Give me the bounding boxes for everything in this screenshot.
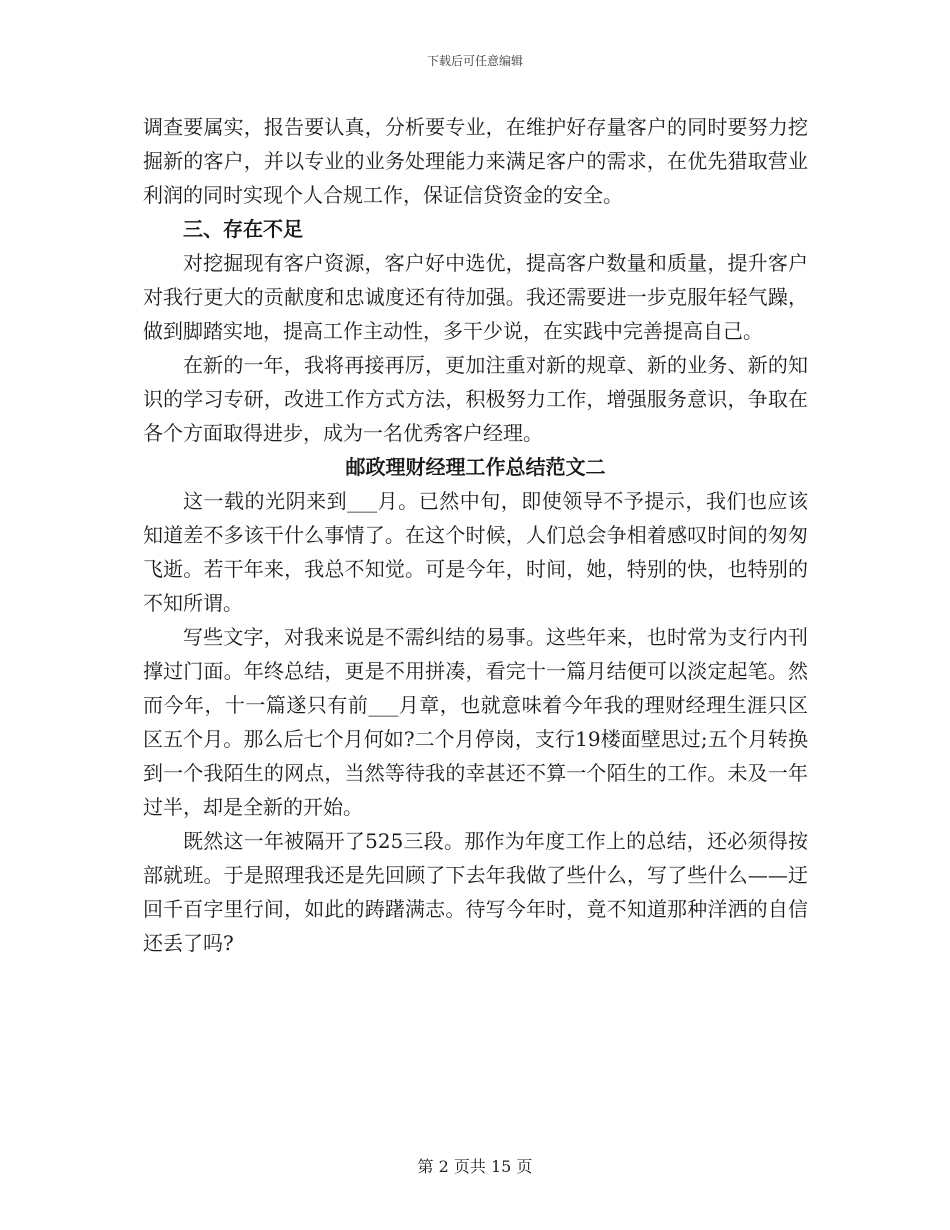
paragraph-shortcomings-1: 对挖掘现有客户资源，客户好中选优，提高客户数量和质量，提升客户对我行更大的贡献度和忠诚度还有待加强。我还需要进一步克服年轻气躁，做到脚踏实地，提高工作主动性，多干少说，在实践中完善提高自己。 — [143, 251, 808, 343]
document-title-2: 邮政理财经理工作总结范文二 — [345, 455, 606, 479]
paragraph-continued: 调查要属实，报告要认真，分析要专业，在维护好存量客户的同时要努力挖掘新的客户，并以专业的业务处理能力来满足客户的需求，在优先猎取营业利润的同时实现个人合规工作，保证信贷资金的安全。 — [143, 115, 808, 207]
paragraph-shortcomings-2: 在新的一年，我将再接再厉，更加注重对新的规章、新的业务、新的知识的学习专研，改进工作方式方法，积极努力工作，增强服务意识，争取在各个方面取得进步，成为一名优秀客户经理。 — [143, 353, 808, 445]
section-heading-shortcomings: 三、存在不足 — [183, 217, 303, 241]
page-header: 下载后可任意编辑 — [426, 54, 523, 68]
document-body — [143, 110, 808, 960]
page-footer: 第 2 页共 15 页 — [417, 1157, 533, 1176]
paragraph-2-c: 既然这一年被隔开了525三段。那作为年度工作上的总结，还必须得按部就班。于是照理我还是先回顾了下去年我做了些什么，写了些什么——迂回千百字里行间，如此的踌躇满志。待写今年时，竟不知道那种洋洒的自信还丢了吗? — [143, 829, 808, 955]
paragraph-2-b: 写些文字，对我来说是不需纠结的易事。这些年来，也时常为支行内刊撑过门面。年终总结，更是不用拼凑，看完十一篇月结便可以淡定起笔。然而今年，十一篇遂只有前___月章，也就意味着今年我的理财经理生涯只区区五个月。那么后七个月何如?二个月停岗，支行19楼面壁思过;五个月转换到一个我陌生的网点，当然等待我的幸甚还不算一个陌生的工作。未及一年过半，却是全新的开始。 — [143, 625, 808, 819]
paragraph-2-a: 这一载的光阴来到___月。已然中旬，即使领导不予提示，我们也应该知道差不多该干什么事情了。在这个时候，人们总会争相着感叹时间的匆匆飞逝。若干年来，我总不知觉。可是今年，时间，她，特别的快，也特别的不知所谓。 — [143, 489, 808, 615]
